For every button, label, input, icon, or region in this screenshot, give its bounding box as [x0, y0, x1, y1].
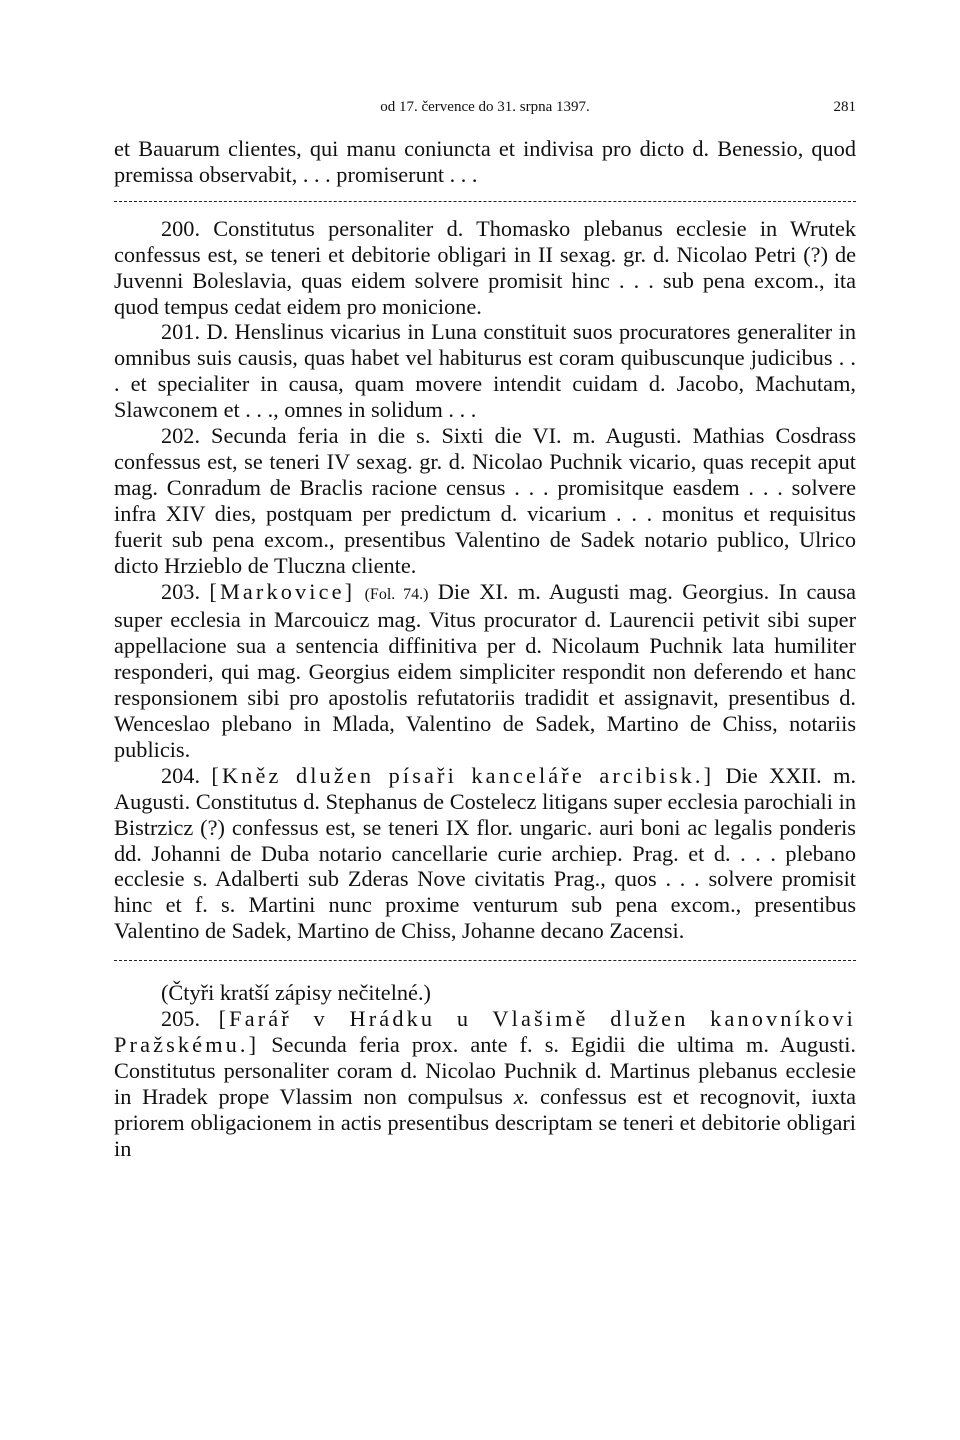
entry-heading: [Farář v Hrádku u Vlašimě dlužen kanovníkovi Pražskému.]: [114, 1006, 856, 1057]
entry-202: 202. Secunda feria in die s. Sixti die VI. m. Augusti. Mathias Cosdrass confessus est, se teneri IV sexag. gr. d. Nicolao Puchnik vicario, quas recepit aput mag. Conradum de Braclis racione census . . . promisitque easdem . . . solvere infra XIV dies, postquam per predictum d. vicarium . . . monitus et requisitus fuerit sub pena excom., presentibus Valentino de Sadek notario publico, Ulrico dicto Hrzieblo de Tluczna cliente.: [114, 423, 856, 578]
entry-heading: [Markovice]: [209, 578, 356, 604]
entry-200: 200. Constitutus personaliter d. Thomasko plebanus ecclesie in Wrutek confessus est, se teneri et debitorie obligari in II sexag. gr. d. Nicolao Petri (?) de Juvenni Boleslavia, quas eidem solvere promisit hinc . . . sub pena excom., ita quod tempus cedat eidem pro monicione.: [114, 215, 856, 319]
dashed-separator: [114, 944, 856, 980]
entry-text: confessus est et recognovit, iuxta priorem obligacionem in actis presentibus descriptam se teneri et debitorie obligari in: [114, 1083, 856, 1161]
dashed-separator: [114, 188, 856, 216]
running-head: [114, 92, 856, 122]
entry-number: 203.: [161, 578, 201, 604]
entry-heading: [Kněz dlužen písaři kanceláře arcibisk.]: [211, 762, 715, 788]
editorial-note: (Čtyři kratší zápisy nečitelné.): [161, 980, 431, 1006]
document-page: [114, 92, 856, 1162]
entry-205: [114, 1006, 856, 1161]
entry-number: 204.: [161, 762, 201, 788]
entry-text: Die XXII. m. Augusti. Constitutus d. Stephanus de Costelecz litigans super ecclesia parochiali in Bistrzicz (?) confessus est, se teneri IX flor. ungaric. auri boni ac legalis ponderis dd. Johanni de Duba notario cancellarie curie archiep. Prag. et d. . . . plebano ecclesie s. Adalberti sub Zderas Nove civitatis Prag., quos . . . solvere promisit hinc et f. s. Martini nunc proxime venturum sub pena excom., presentibus Valentino de Sadek, Martino de Chiss, Johanne decano Zacensi.: [114, 762, 857, 944]
entry-text: Die XI. m. Augusti mag. Georgius. In causa super ecclesia in Marcouicz mag. Vitus procurator d. Laurencii petivit sibi super appellacione sua a sentencia diffinitiva per d. Nicolaum Puchnik lata humiliter responderi, qui mag. Georgius eidem simpliciter respondit non deferendo et hanc responsionem sibi pro apostolis refutatoriis tradidit et assignavit, presentibus d. Wenceslao plebano in Mlada, Valentino de Sadek, Martino de Chiss, notariis publicis.: [114, 578, 857, 762]
body-text: [114, 136, 856, 1162]
entry-number: 205.: [161, 1006, 201, 1032]
running-head-title: od 17. července do 31. srpna 1397.: [380, 99, 590, 115]
paragraph-continuation: et Bauarum clientes, qui manu coniuncta et indivisa pro dicto d. Benessio, quod premissa observabit, . . . promiserunt . . .: [114, 136, 856, 187]
x-mark: x.: [513, 1083, 530, 1109]
folio-reference: (Fol. 74.): [364, 585, 429, 603]
page-number: 281: [833, 99, 856, 115]
entry-203: [114, 579, 856, 763]
entry-201: 201. D. Henslinus vicarius in Luna constituit suos procuratores generaliter in omnibus suis causis, quas habet vel habiturus est coram quibuscunque judicibus . . . et specialiter in causa, quam movere intendit cuidam d. Jacobo, Machutam, Slawconem et . . ., omnes in solidum . . .: [114, 319, 856, 423]
entry-text: Secunda feria prox. ante f. s. Egidii die ultima m. Augusti. Constitutus personaliter coram d. Nicolao Puchnik d. Martinus plebanus ecclesie in Hradek prope Vlassim non compulsus: [114, 1032, 856, 1109]
entry-204: [114, 763, 856, 944]
